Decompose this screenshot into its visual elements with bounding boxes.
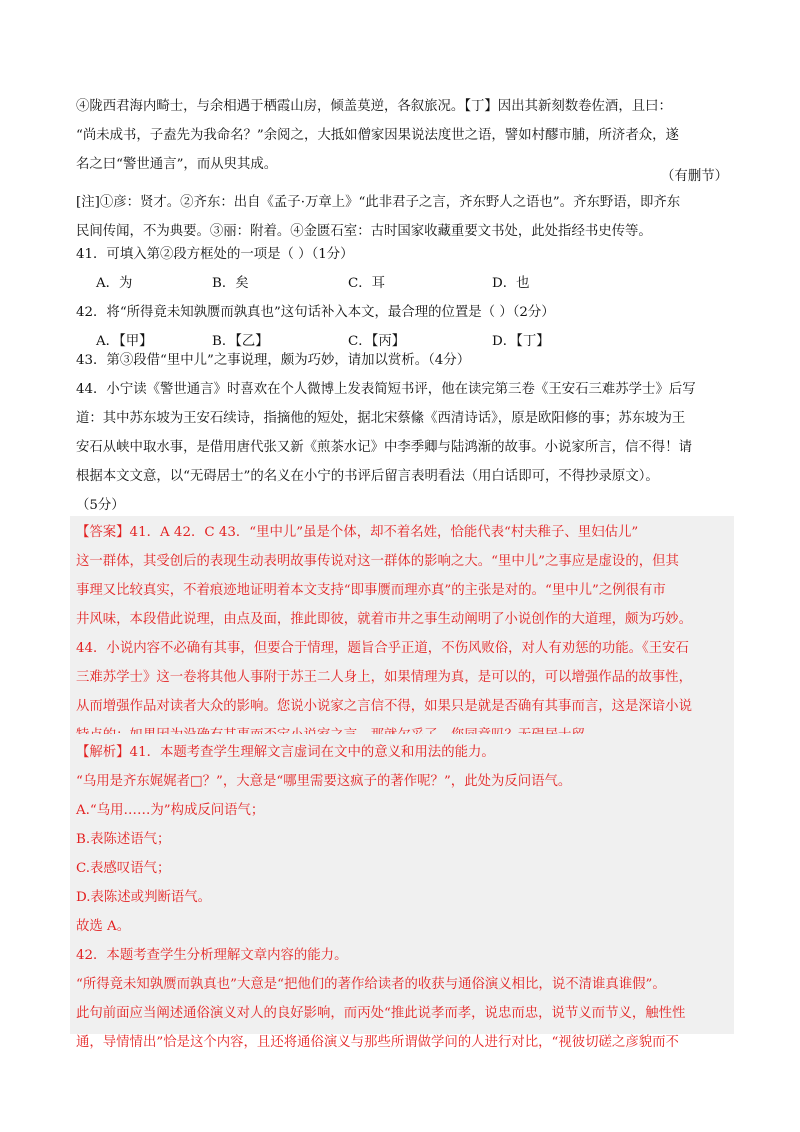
option-c: C．耳: [348, 276, 386, 291]
answer-line: 井风味，本段借此说理，由点及面，推此即彼，就着市井之事生动阐明了小说创作的大道理，颇为巧妙。: [76, 612, 692, 627]
answer-line: 从而增强作品对读者大众的影响。您说小说家之言信不得，如果只是就是否确有其事而言，这是深谙小说: [76, 699, 692, 714]
question-44-line: （5分）: [76, 498, 125, 513]
answer-line: 事理又比较真实，不着痕迹地证明着本文支持“即事赝而理亦真”的主张是对的。“里中儿”之例很有市: [76, 583, 666, 598]
option-c: C．【丙】: [348, 334, 406, 349]
source-note: （有删节）: [661, 169, 728, 184]
question-41-stem: 41．可填入第②段方框处的一项是（ ）（1分）: [76, 247, 354, 262]
annotation-line: [注]①彦：贤才。②齐东：出自《孟子·万章上》“此非君子之言，齐东野人之语也”。齐东野语，即齐东: [76, 195, 681, 210]
passage-line: 名之曰“警世通言”，而从臾其成。: [76, 157, 278, 172]
answer-line: 三难苏学士》这一卷将其他人事附于苏王二人身上，如果情理为真，是可以的，可以增强作品的故事性，: [76, 670, 692, 685]
analysis-line: B.表陈述语气；: [76, 832, 171, 847]
question-44-line: 安石从峡中取水事，是借用唐代张又新《煎茶水记》中李季卿与陆鸿渐的故事。小说家所言，信不得！请: [76, 440, 692, 455]
annotation-line: 民间传闻，不为典要。③丽：附着。④金匮石室：古时国家收藏重要文书处，此处指经书史传等。: [76, 224, 652, 239]
analysis-line: “所得竟未知孰赝而孰真也”大意是“把他们的著作给读者的收获与通俗演义相比，说不清谁真谁假”。: [76, 977, 666, 992]
question-44-line: 44．小宁读《警世通言》时喜欢在个人微博上发表简短书评，他在读完第三卷《王安石三难苏学士》后写: [76, 382, 696, 397]
option-d: D．【丁】: [492, 334, 550, 349]
analysis-line: 42．本题考查学生分析理解文章内容的能力。: [76, 948, 348, 963]
question-44-line: 道：其中苏东坡为王安石续诗，指摘他的短处，据北宋蔡絛《西清诗话》，原是欧阳修的事；苏东坡为王: [76, 411, 686, 426]
analysis-line: 故选 A。: [76, 919, 131, 934]
passage-paragraph-4: [76, 92, 728, 179]
question-42-stem: 42．将“所得竟未知孰赝而孰真也”这句话补入本文，最合理的位置是（ ）（2分）: [76, 305, 555, 320]
answer-line: 【答案】41．A 42．C 43．“里中儿”虽是个体，却不着名姓，恰能代表“村夫稚子、里妇估儿”: [76, 525, 639, 540]
option-a: A．【甲】: [96, 334, 153, 349]
annotations: [76, 188, 728, 246]
question-43-stem: 43．第③段借“里中儿”之事说理，颇为巧妙，请加以赏析。（4分）: [76, 353, 471, 368]
option-b: B．矣: [212, 276, 249, 291]
option-a: A．为: [96, 276, 133, 291]
question-44: [76, 375, 728, 520]
passage-line: “尚未成书，子盍先为我命名？”余阅之，大抵如僧家因果说法度世之语，譬如村醪市脯，所济者众，遂: [76, 128, 679, 143]
analysis-block: [76, 738, 730, 1057]
answer-block: [76, 518, 730, 750]
option-d: D．也: [492, 276, 530, 291]
answer-line: 这一群体，其受创后的表现生动表明故事传说对这一群体的影响之大。“里中儿”之事应是虚设的，但其: [76, 554, 679, 569]
analysis-line: 通，导情情出”恰是这个内容，且还将通俗演义与那些所谓做学问的人进行对比，“视彼切磋之彦貌而不: [76, 1035, 679, 1050]
question-44-line: 根据本文文意，以“无碍居士”的名义在小宁的书评后留言表明看法（用白话即可，不得抄录原文）。: [76, 469, 659, 484]
option-b: B．【乙】: [212, 334, 269, 349]
passage-line: ④陇西君海内畸士，与余相遇于栖霞山房，倾盖莫逆，各叙旅况。【丁】因出其新刻数卷佐酒，且曰：: [76, 99, 672, 114]
analysis-line: A.“乌用……为”构成反问语气；: [76, 803, 265, 818]
analysis-line: D.表陈述或判断语气。: [76, 890, 212, 905]
analysis-line: “乌用是齐东娓娓者□？”，大意是“哪里需要这疯子的著作呢？”，此处为反问语气。: [76, 774, 572, 789]
analysis-line: C.表感叹语气；: [76, 861, 171, 876]
analysis-line: 【解析】41．本题考查学生理解文言虚词在文中的意义和用法的能力。: [76, 745, 495, 760]
analysis-line: 此句前面应当阐述通俗演义对人的良好影响，而丙处“推此说孝而孝，说忠而忠，说节义而节义，触性性: [76, 1006, 686, 1021]
answer-line: 44．小说内容不必确有其事，但要合于情理，题旨合乎正道，不伤风败俗，对人有劝惩的功能。《王安石: [76, 641, 689, 656]
